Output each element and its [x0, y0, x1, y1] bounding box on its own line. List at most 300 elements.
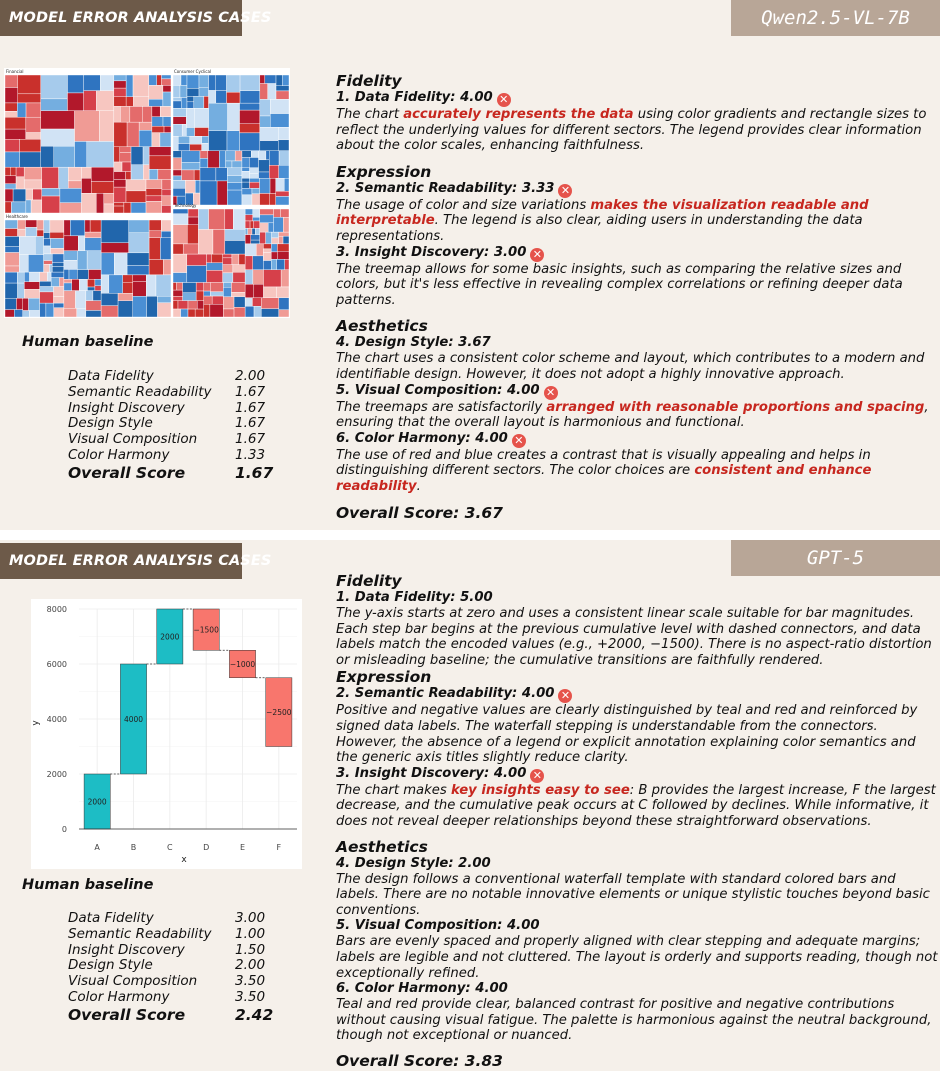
- treemap-cell: [223, 297, 234, 309]
- treemap-cell: [79, 279, 87, 290]
- baseline-value: 1.67: [235, 399, 266, 416]
- baseline-label: Design Style: [68, 415, 153, 432]
- treemap-cell: [101, 220, 129, 243]
- treemap-cell: [152, 133, 160, 147]
- treemap-cell: [152, 126, 164, 132]
- treemap-cell: [223, 287, 231, 296]
- treemap-cell: [186, 108, 194, 127]
- metric-text: Positive and negative values are clearly distinguished by teal and red and reinforced by signed data labels. The waterfall stepping is understandable from the connectors. However, the absence of a legend or explicit annotation explaining color semantics and the generic axis titles slightly reduce clarity.: [336, 703, 918, 766]
- treemap-cell: [64, 291, 76, 309]
- treemap-cell: [18, 94, 41, 103]
- treemap-cell: [266, 151, 269, 160]
- treemap-cell: [162, 205, 171, 213]
- treemap-cell: [29, 298, 40, 310]
- metric-heading: 1. Data Fidelity: 5.00: [336, 590, 493, 605]
- treemap-cell: [187, 88, 199, 96]
- treemap-cell: [139, 122, 152, 130]
- treemap-cell: [133, 75, 149, 97]
- error-x-icon: ✕: [530, 248, 544, 262]
- section-title-expression: Expression: [336, 162, 432, 181]
- treemap-cell: [204, 304, 210, 317]
- treemap-cell: [11, 202, 25, 213]
- treemap-cell: [17, 272, 24, 283]
- treemap-cell: [40, 292, 54, 303]
- metric-text: The chart uses a consistent color scheme and layout, which contributes to a modern and identifiable design. However, it does not adopt a highly innovative approach.: [336, 351, 925, 382]
- treemap-cell: [274, 209, 281, 217]
- treemap-cell: [196, 291, 204, 301]
- treemap-cell: [44, 220, 50, 233]
- treemap-cell: [44, 246, 51, 254]
- treemap-cell: [178, 301, 188, 309]
- treemap-cell: [5, 184, 16, 189]
- treemap-cell: [5, 272, 17, 283]
- treemap-cell: [64, 260, 77, 269]
- treemap-cell: [41, 99, 68, 111]
- treemap-cell: [260, 232, 266, 244]
- treemap-cell: [44, 238, 51, 245]
- error-x-icon: ✕: [530, 769, 544, 783]
- bar-data-label: 2000: [160, 632, 180, 642]
- treemap-cell: [206, 263, 222, 271]
- treemap-cell: [183, 293, 197, 301]
- baseline-value: 1.67: [235, 383, 266, 400]
- treemap-cell: [127, 122, 139, 147]
- treemap-cell: [23, 298, 29, 310]
- y-tick-label: 4000: [46, 715, 67, 724]
- treemap-cell: [209, 131, 227, 151]
- treemap-cell: [242, 182, 250, 188]
- treemap-cell: [101, 306, 118, 317]
- baseline-label: Insight Discovery: [68, 941, 185, 958]
- bar-data-label: 4000: [123, 715, 144, 724]
- treemap-cell: [114, 147, 120, 162]
- y-tick-label: 6000: [46, 660, 67, 669]
- treemap-cell: [75, 141, 87, 167]
- treemap-cell: [254, 306, 261, 317]
- treemap-cell: [130, 106, 142, 122]
- treemap-cell: [194, 96, 204, 108]
- error-x-icon: ✕: [512, 434, 526, 448]
- treemap-cell: [90, 220, 101, 232]
- treemap-cell: [223, 283, 231, 288]
- treemap-cell: [133, 281, 147, 296]
- metric-heading: 6. Color Harmony: 4.00 ✕: [336, 431, 936, 448]
- treemap-cell: [279, 151, 289, 165]
- treemap-cell: [206, 270, 222, 282]
- model-evaluation: [336, 572, 938, 1070]
- y-axis-title: y: [31, 720, 41, 726]
- treemap-cell: [173, 209, 188, 214]
- treemap-cell: [242, 157, 249, 167]
- treemap-cell: [254, 284, 264, 298]
- treemap-quadrant-label: Healthcare: [6, 214, 28, 219]
- treemap-cell: [250, 168, 259, 174]
- treemap-cell: [109, 275, 123, 293]
- treemap-cell: [40, 287, 54, 292]
- treemap-cell: [75, 111, 100, 142]
- treemap-cell: [223, 273, 233, 283]
- treemap-cell: [67, 93, 83, 111]
- treemap-cell: [188, 209, 198, 217]
- treemap-cell: [104, 204, 114, 213]
- treemap-cell: [126, 180, 146, 191]
- treemap-cell: [114, 187, 126, 202]
- treemap-cell: [149, 231, 161, 238]
- treemap-cell: [282, 75, 289, 86]
- treemap-cell: [279, 298, 289, 310]
- baseline-value: 2.00: [235, 368, 266, 384]
- treemap-cell: [279, 165, 289, 178]
- metric-text: The use of red and blue creates a contrast that is visually appealing and helps in distinguishing different sectors. The color choices are consistent and enhance readability.: [336, 447, 872, 494]
- treemap-cell: [146, 196, 162, 202]
- treemap-cell: [59, 167, 69, 188]
- treemap-cell: [263, 287, 276, 298]
- treemap-quadrant-label: Consumer Cyclical: [174, 69, 212, 74]
- treemap-cell: [260, 178, 271, 193]
- panel-divider: [0, 530, 940, 540]
- treemap-cell: [269, 165, 278, 178]
- baseline-overall-row: [68, 463, 274, 482]
- treemap-cell: [44, 261, 53, 265]
- treemap-cell: [49, 264, 52, 272]
- metric-text: The chart accurately represents the data using color gradients and rectangle sizes to reflect the underlying values for different sectors. The legend provides clear information about the color scales, enhancing faithfulness.: [336, 107, 927, 154]
- treemap-cell: [142, 106, 152, 122]
- treemap-cell: [223, 254, 232, 258]
- treemap-cell: [173, 244, 183, 254]
- treemap-cell: [158, 169, 171, 179]
- treemap-cell: [162, 180, 171, 190]
- treemap-cell: [276, 91, 289, 99]
- treemap-cell: [68, 167, 81, 181]
- treemap-cell: [19, 255, 28, 273]
- treemap-cell: [173, 136, 178, 150]
- treemap-cell: [114, 162, 122, 172]
- treemap-cell: [260, 193, 270, 205]
- baseline-label: Color Harmony: [68, 446, 170, 463]
- treemap-cell: [82, 178, 92, 193]
- highlight-text: arranged with reasonable proportions and spacing: [546, 399, 925, 415]
- treemap-cell: [157, 296, 171, 302]
- treemap-cell: [161, 75, 171, 79]
- treemap-cell: [64, 308, 77, 317]
- treemap-cell: [51, 238, 64, 248]
- treemap-cell: [114, 106, 121, 122]
- treemap-cell: [120, 106, 129, 122]
- treemap-cell: [276, 287, 289, 298]
- treemap-cell: [270, 193, 276, 205]
- treemap-cell: [126, 97, 133, 107]
- treemap-cell: [250, 221, 253, 228]
- treemap-cell: [133, 275, 147, 281]
- treemap-cell: [181, 309, 188, 317]
- treemap-cell: [5, 75, 18, 88]
- treemap-cell: [245, 306, 254, 317]
- treemap-cell: [186, 128, 194, 137]
- treemap-cell: [131, 202, 146, 213]
- treemap-cell: [259, 151, 266, 160]
- treemap-cell: [183, 283, 197, 293]
- treemap-cell: [5, 266, 19, 272]
- treemap-cell: [26, 103, 41, 117]
- treemap-cell: [260, 141, 278, 151]
- treemap-svg: [4, 68, 290, 318]
- treemap-cell: [226, 151, 236, 161]
- treemap-cell: [133, 97, 148, 107]
- treemap-cell: [52, 263, 64, 267]
- treemap-cell: [268, 223, 273, 232]
- treemap-cell: [64, 279, 72, 283]
- baseline-label: Data Fidelity: [68, 368, 154, 384]
- treemap-cell: [279, 232, 289, 236]
- treemap-cell: [24, 272, 29, 282]
- treemap-cell: [263, 249, 271, 252]
- treemap-cell: [68, 181, 81, 189]
- treemap-cell: [187, 102, 194, 108]
- treemap-cell: [252, 194, 260, 205]
- treemap-cell: [260, 223, 268, 232]
- baseline-label: Visual Composition: [68, 973, 198, 990]
- treemap-cell: [173, 101, 181, 108]
- metric-heading: 2. Semantic Readability: 4.00 ✕: [336, 686, 938, 703]
- treemap-cell: [77, 270, 88, 280]
- treemap-cell: [59, 278, 64, 287]
- metric-heading: 3. Insight Discovery: 3.00 ✕: [336, 245, 936, 262]
- treemap-cell: [5, 247, 19, 253]
- treemap-cell: [185, 180, 195, 193]
- treemap-cell: [272, 238, 279, 244]
- treemap-cell: [156, 275, 171, 296]
- treemap-cell: [188, 217, 198, 225]
- treemap-cell: [129, 233, 149, 253]
- treemap-cell: [173, 124, 182, 136]
- treemap-cell: [72, 279, 80, 290]
- treemap-cell: [285, 259, 289, 269]
- baseline-value: 3.00: [235, 910, 266, 926]
- treemap-cell: [41, 146, 54, 167]
- treemap-cell: [281, 270, 289, 287]
- treemap-cell: [198, 209, 208, 230]
- treemap-cell: [149, 169, 158, 179]
- treemap-cell: [84, 75, 101, 91]
- treemap-cell: [5, 152, 20, 167]
- treemap-cell: [202, 136, 209, 143]
- treemap-cell: [143, 147, 149, 165]
- treemap-cell: [162, 196, 171, 206]
- treemap-cell: [240, 75, 260, 91]
- treemap-cell: [152, 106, 160, 116]
- treemap-cell: [253, 221, 259, 228]
- treemap-cell: [131, 147, 143, 165]
- bar-data-label: −1500: [193, 625, 219, 635]
- treemap-cell: [173, 170, 182, 176]
- treemap-cell: [209, 90, 216, 103]
- treemap-cell: [263, 270, 281, 287]
- treemap-cell: [26, 227, 37, 236]
- treemap-cell: [5, 167, 10, 176]
- treemap-cell: [225, 209, 234, 229]
- treemap-cell: [29, 311, 39, 317]
- treemap-cell: [33, 189, 42, 200]
- treemap-cell: [266, 232, 272, 244]
- bar-data-label: 2000: [87, 797, 107, 807]
- treemap-cell: [131, 165, 143, 180]
- treemap-cell: [200, 181, 217, 205]
- treemap-cell: [126, 75, 133, 97]
- treemap-cell: [178, 136, 189, 143]
- treemap-cell: [173, 309, 181, 317]
- y-tick-label: 0: [61, 825, 67, 834]
- treemap-cell: [260, 99, 270, 116]
- treemap-cell: [64, 251, 77, 261]
- treemap-cell: [211, 254, 222, 263]
- treemap-cell: [26, 133, 41, 140]
- treemap-cell: [161, 220, 171, 231]
- baseline-row: [68, 911, 268, 927]
- baseline-overall-label: Overall Score: [68, 1005, 186, 1024]
- treemap-cell: [270, 99, 289, 113]
- treemap-cell: [200, 151, 208, 159]
- treemap-cell: [149, 99, 163, 106]
- treemap-cell: [104, 193, 114, 204]
- treemap-cell: [195, 180, 200, 193]
- baseline-row: [68, 401, 268, 417]
- section-title-aesthetics: Aesthetics: [336, 317, 428, 336]
- treemap-cell: [217, 181, 227, 205]
- cases-label: MODEL ERROR ANALYSIS CASES: [0, 543, 242, 579]
- treemap-cell: [146, 275, 156, 296]
- treemap-cell: [114, 180, 126, 188]
- treemap-cell: [187, 254, 207, 265]
- treemap-cell: [173, 283, 176, 291]
- treemap-cell: [69, 269, 77, 279]
- treemap-cell: [24, 289, 39, 298]
- treemap-cell: [163, 92, 171, 106]
- human-baseline-title: Human baseline: [22, 877, 154, 893]
- treemap-cell: [231, 283, 245, 293]
- treemap-cell: [162, 189, 171, 196]
- treemap-cell: [24, 167, 42, 180]
- baseline-row: [68, 990, 268, 1006]
- treemap-cell: [259, 172, 270, 178]
- treemap-cell: [19, 236, 35, 254]
- baseline-value: 3.50: [235, 973, 266, 990]
- treemap-cell: [274, 217, 284, 232]
- baseline-overall-value: 1.67: [235, 463, 274, 482]
- treemap-cell: [261, 298, 279, 309]
- treemap-cell: [242, 171, 250, 178]
- treemap-cell: [157, 303, 171, 317]
- treemap-cell: [233, 209, 245, 229]
- baseline-overall-label: Overall Score: [68, 463, 186, 482]
- error-x-icon: ✕: [558, 184, 572, 198]
- treemap-cell: [212, 296, 223, 304]
- treemap-cell: [50, 232, 64, 238]
- treemap-cell: [85, 232, 101, 238]
- treemap-cell: [277, 259, 285, 269]
- treemap-cell: [176, 283, 182, 291]
- treemap-cell: [149, 260, 163, 275]
- treemap-cell: [129, 220, 149, 233]
- treemap-cell: [87, 287, 94, 291]
- treemap-cell: [44, 254, 53, 261]
- baseline-label: Visual Composition: [68, 431, 198, 448]
- treemap-cell: [67, 75, 83, 93]
- treemap-cell: [82, 167, 92, 178]
- treemap-cell: [41, 129, 75, 146]
- treemap-cell: [5, 189, 13, 202]
- treemap-cell: [251, 151, 258, 158]
- baseline-value: 1.67: [235, 431, 266, 448]
- overall-score: Overall Score: 3.67: [336, 503, 503, 522]
- metric-heading: 6. Color Harmony: 4.00: [336, 981, 508, 997]
- treemap-cell: [160, 133, 171, 147]
- waterfall-chart: [31, 599, 302, 869]
- treemap-cell: [272, 232, 279, 238]
- treemap-cell: [260, 84, 268, 100]
- treemap-cell: [242, 195, 252, 205]
- treemap-cell: [152, 117, 163, 126]
- treemap-cell: [41, 111, 75, 129]
- treemap-cell: [252, 188, 260, 193]
- treemap-cell: [173, 85, 180, 97]
- treemap-cell: [173, 254, 187, 273]
- treemap-cell: [279, 310, 289, 317]
- treemap-cell: [232, 161, 242, 168]
- metric-text: The usage of color and size variations makes the visualization readable and interpretable. The legend is also clear, aiding users in understanding the data representations.: [336, 197, 869, 244]
- treemap-cell: [204, 96, 209, 108]
- treemap-cell: [195, 309, 204, 317]
- treemap-cell: [127, 266, 149, 275]
- treemap-cell: [114, 97, 126, 107]
- treemap-cell: [173, 188, 185, 196]
- treemap-cell: [89, 270, 102, 280]
- treemap-cell: [17, 103, 26, 117]
- treemap-cell: [242, 188, 252, 194]
- treemap-cell: [227, 176, 242, 183]
- treemap-cell: [95, 286, 101, 291]
- treemap-cell: [173, 290, 183, 296]
- treemap-cell: [245, 298, 252, 307]
- treemap-cell: [96, 193, 103, 213]
- treemap-cell: [5, 283, 18, 298]
- treemap-cell: [127, 253, 149, 266]
- treemap-cell: [173, 180, 185, 188]
- treemap-cell: [173, 214, 188, 225]
- treemap-cell: [182, 162, 200, 170]
- treemap-cell: [231, 292, 245, 296]
- treemap-cell: [269, 151, 279, 165]
- treemap-cell: [278, 127, 289, 140]
- treemap-cell: [248, 228, 252, 234]
- treemap-cell: [149, 156, 171, 169]
- x-tick-label: F: [276, 843, 282, 852]
- treemap-cell: [64, 220, 70, 236]
- treemap-cell: [173, 296, 183, 300]
- treemap-cell: [52, 254, 64, 263]
- treemap-cell: [60, 188, 82, 202]
- cases-label: MODEL ERROR ANALYSIS CASES: [0, 0, 242, 36]
- treemap-cell: [173, 225, 187, 244]
- treemap-cell: [54, 308, 64, 317]
- treemap-cell: [233, 272, 245, 282]
- treemap-cell: [30, 272, 40, 282]
- treemap-cell: [26, 117, 41, 132]
- treemap-cell: [95, 279, 101, 285]
- treemap-cell: [259, 160, 270, 172]
- treemap-cell: [260, 209, 274, 215]
- y-tick-label: 2000: [46, 770, 67, 779]
- treemap-cell: [5, 129, 26, 139]
